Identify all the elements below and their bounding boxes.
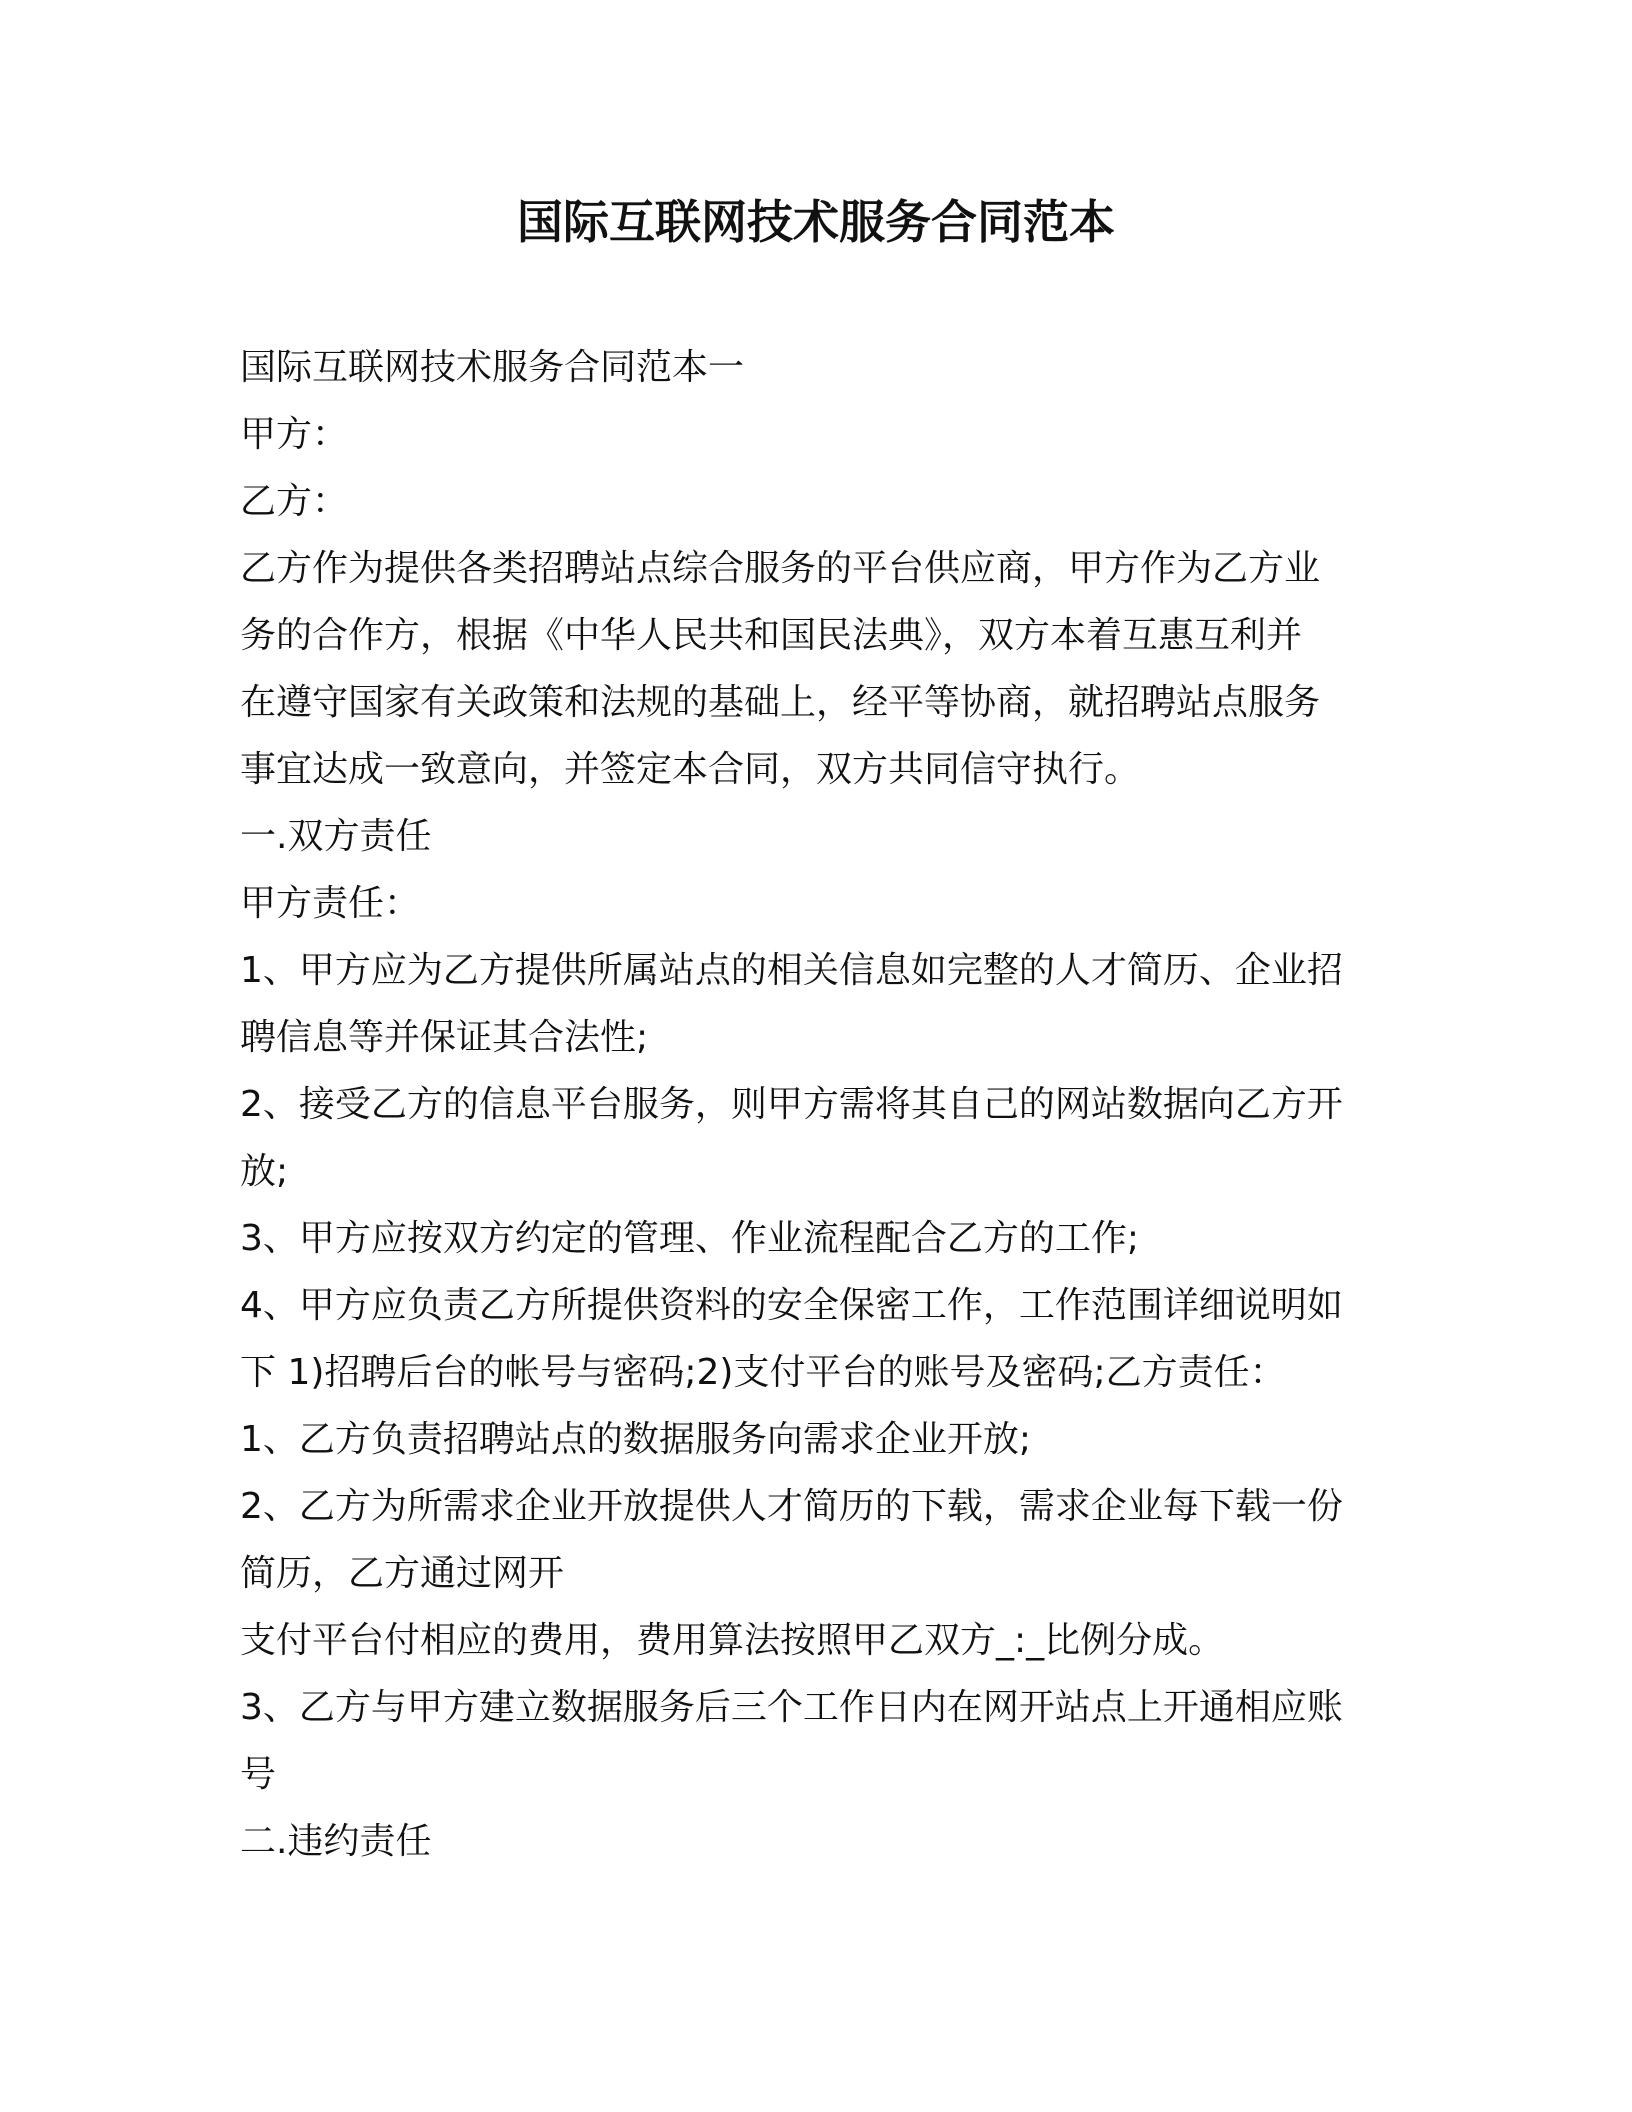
clause-line: 聘信息等并保证其合法性; (240, 1017, 649, 1058)
clause-line: 下 1)招聘后台的帐号与密码;2)支付平台的账号及密码;乙方责任： (240, 1352, 1286, 1393)
preamble-line: 在遵守国家有关政策和法规的基础上，经平等协商，就招聘站点服务 (240, 682, 1321, 723)
document-body (240, 334, 1400, 1875)
clause-line: 支付平台付相应的费用，费用算法按照甲乙双方_:_比例分成。 (240, 1620, 1225, 1661)
clause-line: 简历，乙方通过网开 (240, 1553, 565, 1594)
document-title: 国际互联网技术服务合同范本 (517, 195, 1115, 249)
section-heading: 一.双方责任 (240, 816, 432, 857)
clause-line: 3、甲方应按双方约定的管理、作业流程配合乙方的工作; (240, 1218, 1140, 1259)
clause-line: 2、乙方为所需求企业开放提供人才简历的下载，需求企业每下载一份 (240, 1486, 1343, 1527)
subtitle-line: 国际互联网技术服务合同范本一 (240, 347, 745, 388)
clause-line: 1、甲方应为乙方提供所属站点的相关信息如完整的人才简历、企业招 (240, 950, 1343, 991)
clause-line: 2、接受乙方的信息平台服务，则甲方需将其自己的网站数据向乙方开 (240, 1084, 1343, 1125)
clause-line: 号 (240, 1754, 277, 1795)
preamble-line: 乙方作为提供各类招聘站点综合服务的平台供应商，甲方作为乙方业 (240, 548, 1321, 589)
subsection-heading: 甲方责任： (240, 883, 421, 924)
clause-line: 3、乙方与甲方建立数据服务后三个工作日内在网开站点上开通相应账 (240, 1687, 1343, 1728)
clause-line: 1、乙方负责招聘站点的数据服务向需求企业开放; (240, 1419, 1032, 1460)
party-b-line: 乙方： (240, 481, 349, 522)
clause-line: 4、甲方应负责乙方所提供资料的安全保密工作，工作范围详细说明如 (240, 1285, 1343, 1326)
preamble-line: 务的合作方，根据《中华人民共和国民法典》，双方本着互惠互利并 (240, 615, 1303, 656)
section-heading: 二.违约责任 (240, 1821, 432, 1862)
preamble-line: 事宜达成一致意向，并签定本合同，双方共同信守执行。 (240, 749, 1141, 790)
party-a-line: 甲方： (240, 414, 349, 455)
clause-line: 放; (240, 1151, 289, 1192)
